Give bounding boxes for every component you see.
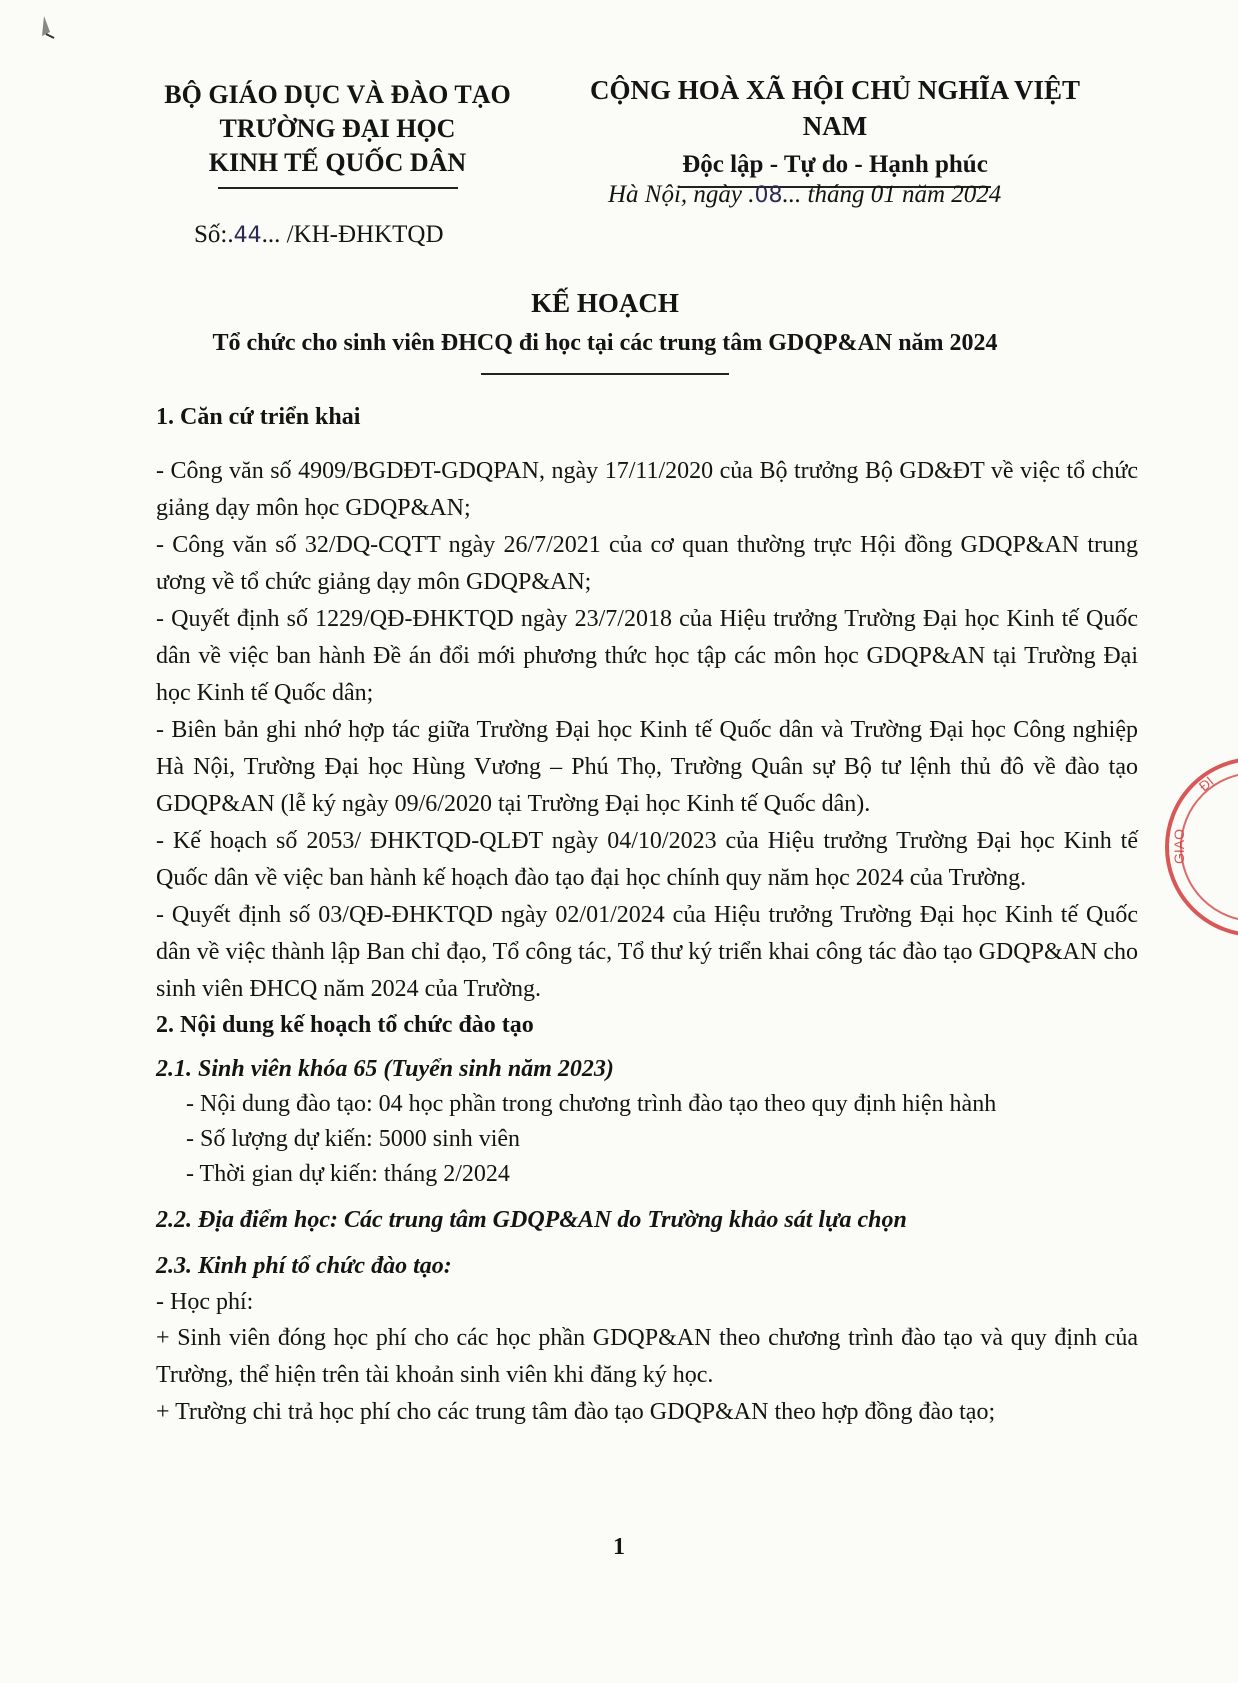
issue-date <box>608 181 1001 209</box>
header-left-underline <box>218 187 458 189</box>
section-2-2-heading: 2.2. Địa điểm học: Các trung tâm GDQP&AN do Trường khảo sát lựa chọn <box>156 1207 907 1233</box>
svg-text:ĐỊ: ĐỊ <box>1195 773 1217 795</box>
corner-mark-icon <box>36 14 60 42</box>
doc-number-prefix: Số:. <box>194 221 234 248</box>
ministry-name: BỘ GIÁO DỤC VÀ ĐÀO TẠO <box>164 80 511 109</box>
doc-number-handwritten: 44 <box>233 223 262 248</box>
section-1-heading: 1. Căn cứ triển khai <box>156 404 361 430</box>
basis-item: - Quyết định số 1229/QĐ-ĐHKTQD ngày 23/7/2018 của Hiệu trưởng Trường Đại học Kinh tế Quốc dân về việc ban hành Đề án đổi mới phương thức học tập các môn học GDQP&AN tại Trường Đại học Kinh tế Quốc dân; <box>156 606 1138 706</box>
national-motto: Độc lập - Tự do - Hạnh phúc <box>682 151 988 178</box>
title-underline <box>481 373 729 375</box>
list-item: - Thời gian dự kiến: tháng 2/2024 <box>186 1161 510 1187</box>
list-item: - Số lượng dự kiến: 5000 sinh viên <box>186 1126 521 1152</box>
official-seal-icon <box>1160 752 1238 942</box>
date-day-handwritten: 08 <box>754 183 783 208</box>
date-suffix: ... tháng 01 năm 2024 <box>782 181 1002 208</box>
document-subtitle: Tổ chức cho sinh viên ĐHCQ đi học tại các trung tâm GDQP&AN năm 2024 <box>212 330 998 356</box>
basis-item: - Kế hoạch số 2053/ ĐHKTQD-QLĐT ngày 04/10/2023 của Hiệu trưởng Trường Đại học Kinh tế Quốc dân về việc ban hành kế hoạch đào tạo đại học chính quy năm học 2024 của Trường. <box>156 828 1138 891</box>
document-title: KẾ HOẠCH <box>531 288 679 318</box>
date-prefix: Hà Nội, ngày . <box>608 181 755 208</box>
document-title-block <box>150 285 1060 375</box>
list-item: - Nội dung đào tạo: 04 học phần trong chương trình đào tạo theo quy định hiện hành <box>186 1091 997 1117</box>
doc-number-suffix: ... /KH-ĐHKTQD <box>261 221 444 248</box>
document-body <box>156 400 1138 1431</box>
page-number: 1 <box>613 1534 625 1560</box>
document-number <box>194 221 444 249</box>
basis-item: - Quyết định số 03/QĐ-ĐHKTQD ngày 02/01/2024 của Hiệu trưởng Trường Đại học Kinh tế Quốc dân về việc thành lập Ban chỉ đạo, Tổ công tác, Tổ thư ký triển khai công tác đào tạo GDQP&AN cho sinh viên ĐHCQ năm 2024 của Trường. <box>156 902 1138 1002</box>
fee-label: - Học phí: <box>156 1289 254 1315</box>
basis-item: - Công văn số 4909/BGDĐT-GDQPAN, ngày 17/11/2020 của Bộ trưởng Bộ GD&ĐT về việc tổ chức giảng dạy môn học GDQP&AN; <box>156 458 1138 521</box>
national-header <box>555 72 1115 188</box>
section-2-1-heading: 2.1. Sinh viên khóa 65 (Tuyển sinh năm 2023) <box>156 1056 614 1082</box>
issuing-organization <box>160 78 515 189</box>
fee-item: + Sinh viên đóng học phí cho các học phần GDQP&AN theo chương trình đào tạo và quy định của Trường, thể hiện trên tài khoản sinh viên khi đăng ký học. <box>156 1325 1138 1388</box>
section-2-3-heading: 2.3. Kinh phí tổ chức đào tạo: <box>156 1253 452 1279</box>
nation-name: CỘNG HOÀ XÃ HỘI CHỦ NGHĨA VIỆT NAM <box>589 75 1081 141</box>
basis-item: - Biên bản ghi nhớ hợp tác giữa Trường Đại học Kinh tế Quốc dân và Trường Đại học Công nghiệp Hà Nội, Trường Đại học Hùng Vương – Phú Thọ, Trường Quân sự Bộ tư lệnh thủ đô về đào tạo GDQP&AN (lễ ký ngày 09/6/2020 tại Trường Đại học Kinh tế Quốc dân). <box>156 717 1138 817</box>
university-name-line1: TRƯỜNG ĐẠI HỌC <box>219 114 456 143</box>
section-2-heading: 2. Nội dung kế hoạch tổ chức đào tạo <box>156 1012 534 1038</box>
basis-item: - Công văn số 32/DQ-CQTT ngày 26/7/2021 của cơ quan thường trực Hội đồng GDQP&AN trung ương về tổ chức giảng dạy môn GDQP&AN; <box>156 532 1138 595</box>
fee-item: + Trường chi trả học phí cho các trung tâm đào tạo GDQP&AN theo hợp đồng đào tạo; <box>156 1399 996 1425</box>
svg-text:GIAO: GIAO <box>1171 828 1187 864</box>
university-name-line2: KINH TẾ QUỐC DÂN <box>208 148 467 177</box>
